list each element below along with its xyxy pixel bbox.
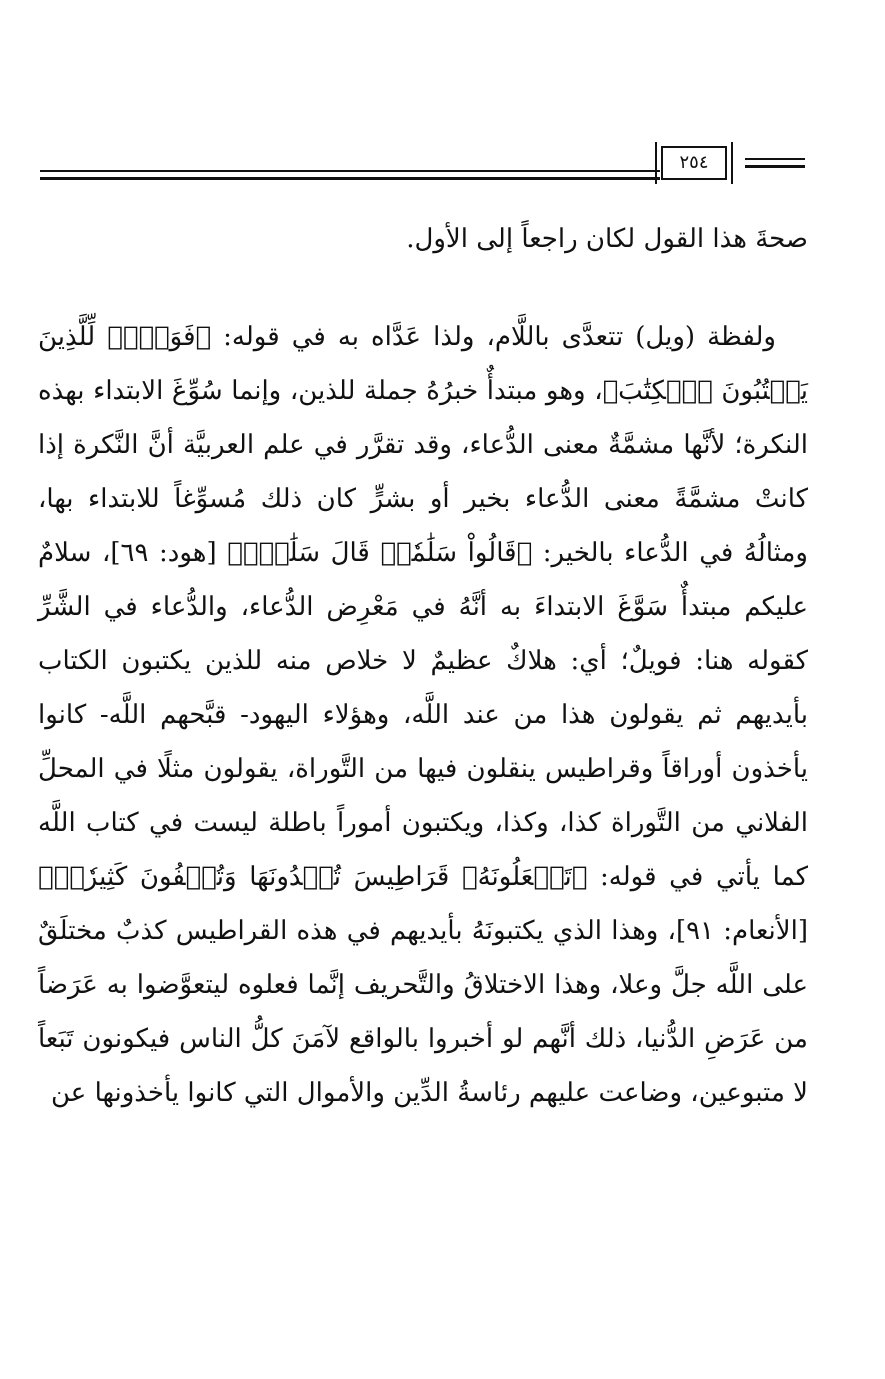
- paragraph-gap: [38, 266, 808, 310]
- page-header: [40, 146, 805, 186]
- header-rule: [745, 158, 805, 160]
- paragraph: ولفظة (ويل) تتعدَّى باللَّام، ولذا عَدَّاه به في قوله: ﴿فَوَيۡلٞ لِّلَّذِينَ يَكۡتُبُونَ ٱلۡكِتَٰبَ﴾، وهو مبتدأٌ خبرُهُ جملة للذين، وإنما سُوِّغَ الابتداء بهذه النكرة؛ لأنَّها مشمَّةٌ معنى الدُّعاء، وقد تقرَّر في علم العربيَّة أنَّ النَّكرة إذا كانتْ مشمَّةً معنى الدُّعاء بخير أو بشرٍّ كان ذلك مُسوِّغاً للابتداء بها، ومثالُهُ في الدُّعاء بالخير: ﴿قَالُواْ سَلَٰمٗاۖ قَالَ سَلَٰمٞۚ﴾ [هود: ٦٩]، سلامٌ عليكم مبتدأٌ سَوَّغَ الابتداءَ به أنَّهُ في مَعْرِض الدُّعاء، والدُّعاء في الشَّرِّ كقوله هنا: فويلٌ؛ أي: هلاكٌ عظيمٌ لا خلاص منه للذين يكتبون الكتاب بأيديهم ثم يقولون هذا من عند اللَّه، وهؤلاء اليهود- قبَّحهم اللَّه- كانوا يأخذون أوراقاً وقراطيس ينقلون فيها من التَّوراة، يقولون مثلًا في المحلِّ الفلاني من التَّوراة كذا، وكذا، ويكتبون أموراً باطلة ليست في كتاب اللَّه كما يأتي في قوله: ﴿تَجۡعَلُونَهُۥ قَرَاطِيسَ تُبۡدُونَهَا وَتُخۡفُونَ كَثِيرٗاۖ﴾ [الأنعام: ٩١]، وهذا الذي يكتبونَهُ بأيديهم في هذه القراطيس كذبٌ مختلَقٌ على اللَّه جلَّ وعلا، وهذا الاختلاقُ والتَّحريف إنَّما فعلوه ليتعوَّضوا به عَرَضاً من عَرَضِ الدُّنيا، ذلك أنَّهم لو أخبروا بالواقع لآمَنَ كلُّ الناس فيكونون تَبَعاً لا متبوعين، وضاعت عليهم رئاسةُ الدِّين والأموال التي كانوا يأخذونها عن: [38, 322, 808, 1108]
- page-number: ٢٥٤: [661, 146, 727, 180]
- page-body: [38, 212, 808, 1120]
- paragraph-continuation: صحةَ هذا القول لكان راجعاً إلى الأول.: [406, 224, 808, 254]
- header-rule: [745, 165, 805, 168]
- header-rule: [40, 177, 660, 180]
- header-rule: [40, 170, 660, 172]
